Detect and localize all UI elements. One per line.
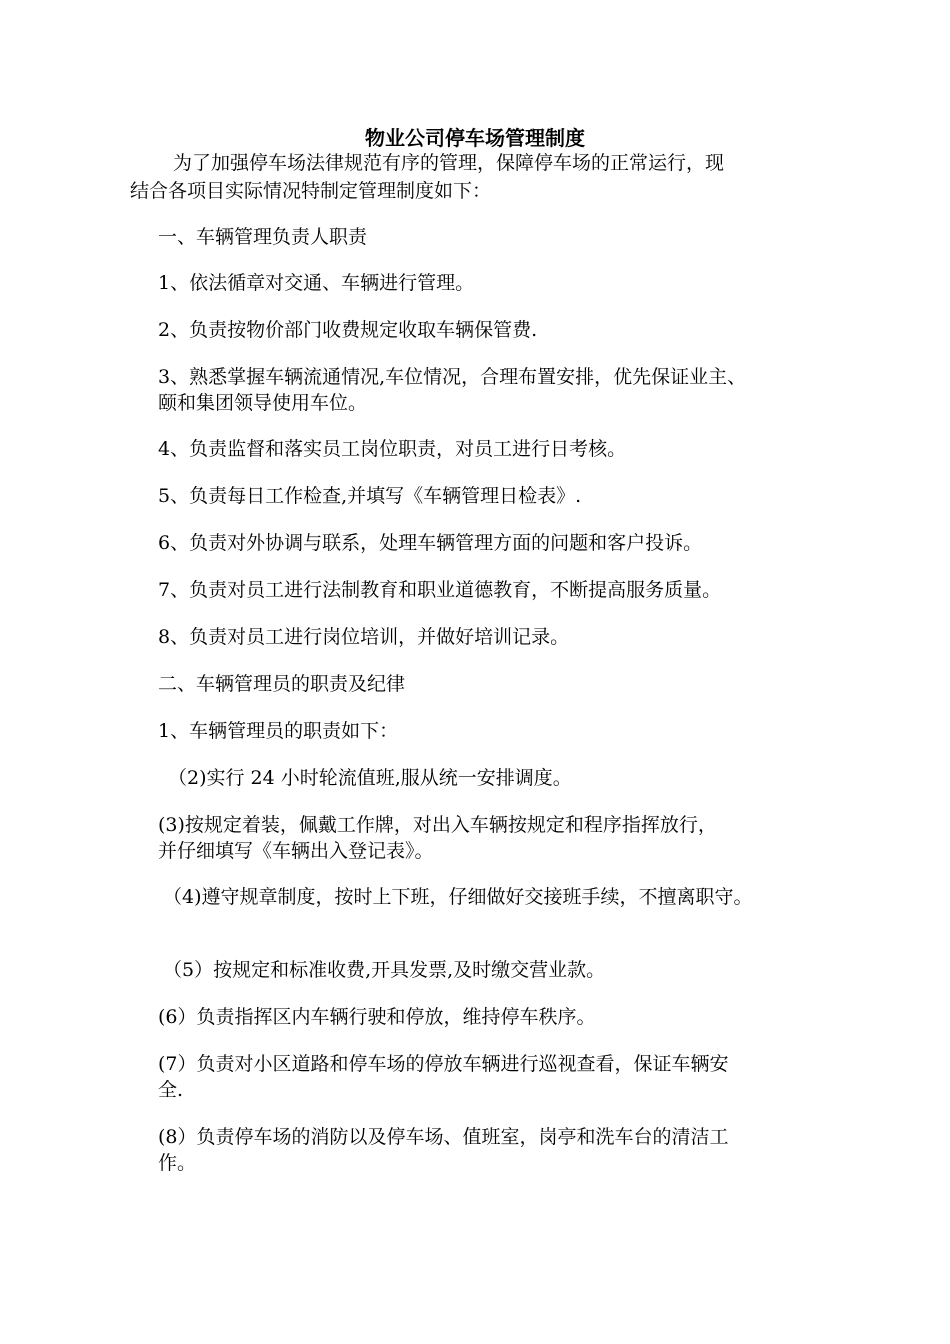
section1-item-1: 1、依法循章对交通、车辆进行管理。 [158,272,475,294]
section1-item-6: 6、负责对外协调与联系，处理车辆管理方面的问题和客户投诉。 [158,532,703,554]
section1-item-2: 2、负责按物价部门收费规定收取车辆保管费. [158,319,538,341]
intro-line-1: 为了加强停车场法律规范有序的管理，保障停车场的正常运行，现 [173,152,725,174]
section2-item-5: （5）按规定和标准收费,开具发票,及时缴交营业款。 [163,959,606,981]
section2-item-7: (7）负责对小区道路和停车场的停放车辆进行巡视查看，保证车辆安 [158,1053,729,1075]
intro-line-2: 结合各项目实际情况特制定管理制度如下： [130,180,492,202]
section2-item-8-cont: 作。 [158,1152,197,1174]
section2-item-2: （2)实行 24 小时轮流值班,服从统一安排调度。 [168,767,572,789]
section2-heading: 二、车辆管理员的职责及纪律 [158,673,406,695]
section1-item-5: 5、负责每日工作检查,并填写《车辆管理日检表》. [158,485,582,507]
section1-item-7: 7、负责对员工进行法制教育和职业道德教育，不断提高服务质量。 [158,579,722,601]
document-title: 物业公司停车场管理制度 [365,126,585,150]
section2-item-7-cont: 全. [158,1079,184,1101]
section1-item-4: 4、负责监督和落实员工岗位职责，对员工进行日考核。 [158,438,627,460]
section2-item-3-cont: 并仔细填写《车辆出入登记表》。 [158,840,434,862]
section2-item-4: （4)遵守规章制度，按时上下班，仔细做好交接班手续，不擅离职守。 [163,886,753,908]
section1-item-3-cont: 颐和集团领导使用车位。 [158,392,368,414]
section1-item-3: 3、熟悉掌握车辆流通情况,车位情况，合理布置安排，优先保证业主、 [158,366,747,388]
section2-item-8: (8）负责停车场的消防以及停车场、值班室，岗亭和洗车台的清洁工 [158,1126,729,1148]
section2-sub: 1、车辆管理员的职责如下： [158,720,399,742]
section2-item-3: (3)按规定着装，佩戴工作牌，对出入车辆按规定和程序指挥放行， [158,814,717,836]
section1-item-8: 8、负责对员工进行岗位培训，并做好培训记录。 [158,626,570,648]
section2-item-6: (6）负责指挥区内车辆行驶和停放，维持停车秩序。 [158,1006,596,1028]
section1-heading: 一、车辆管理负责人职责 [158,226,368,248]
